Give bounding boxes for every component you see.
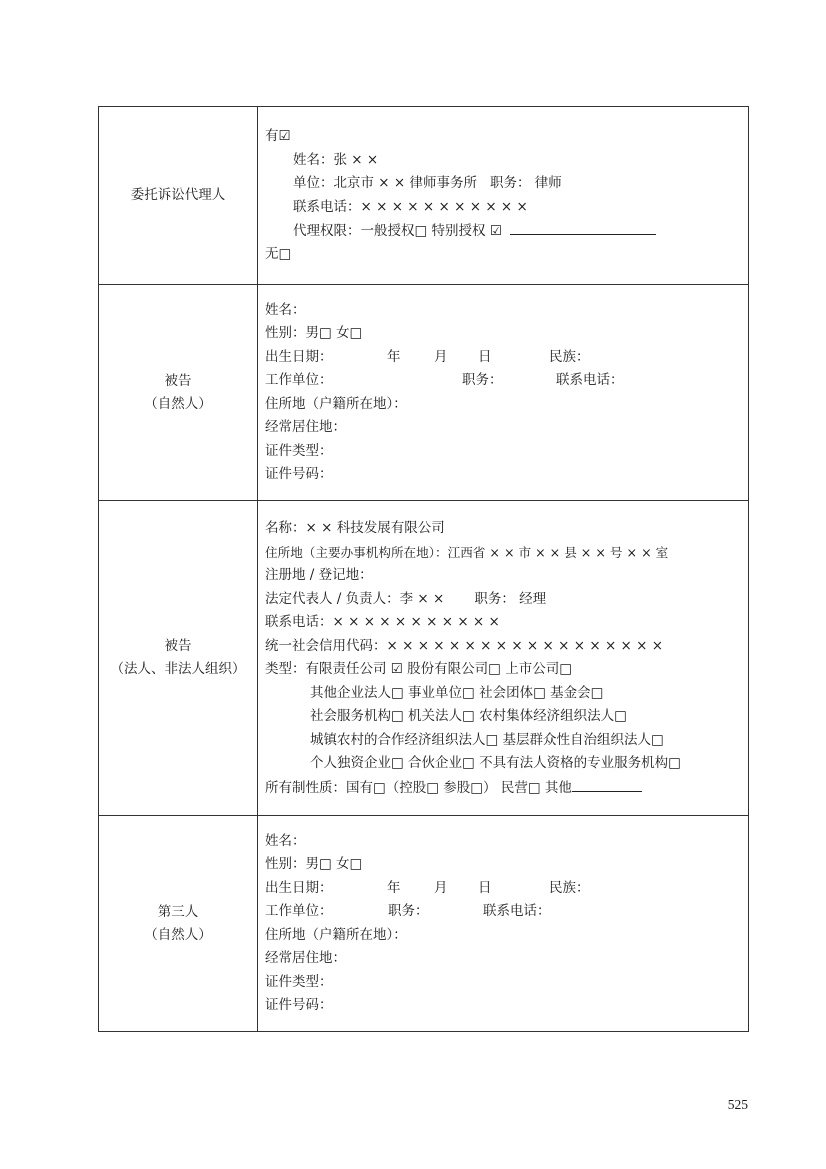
dl-rep-position: 职务： 经理 bbox=[474, 590, 547, 607]
defendant-legal-content-cell bbox=[258, 501, 749, 816]
agent-phone: 联系电话：× × × × × × × × × × × bbox=[293, 198, 528, 215]
third-party-row bbox=[99, 816, 749, 1032]
dn-workplace: 工作单位： bbox=[265, 372, 333, 388]
dl-rep-line bbox=[265, 588, 748, 612]
dn-position: 职务： bbox=[462, 372, 503, 388]
defendant-legal-row bbox=[99, 501, 749, 816]
tp-phone: 联系电话： bbox=[483, 903, 551, 919]
dn-gender[interactable]: 性别：男□ 女□ bbox=[265, 325, 363, 341]
tp-position: 职务： bbox=[388, 903, 429, 919]
agent-authority[interactable]: 代理权限：一般授权□ 特别授权 ☑ bbox=[293, 223, 502, 239]
dl-type-line5[interactable]: 个人独资企业□ 合伙企业□ 不具有法人资格的专业服务机构□ bbox=[310, 755, 681, 771]
dl-type-line2[interactable]: 其他企业法人□ 事业单位□ 社会团体□ 基金会□ bbox=[310, 684, 604, 701]
tp-gender[interactable]: 性别：男□ 女□ bbox=[265, 856, 363, 872]
dn-name: 姓名： bbox=[265, 301, 306, 318]
dl-name: 名称：× × 科技发展有限公司 bbox=[265, 520, 445, 536]
defendant-natural-label-cell bbox=[99, 285, 258, 501]
dl-type-line3[interactable]: 社会服务机构□ 机关法人□ 农村集体经济组织法人□ bbox=[310, 708, 627, 724]
agent-none[interactable]: 无□ bbox=[265, 245, 292, 262]
dn-day: 日 bbox=[478, 348, 492, 365]
agent-position: 职务： 律师 bbox=[490, 175, 562, 191]
dn-birth: 出生日期： bbox=[265, 348, 333, 365]
tp-id-number: 证件号码： bbox=[265, 997, 333, 1013]
third-party-sublabel: （自然人） bbox=[144, 926, 212, 943]
tp-id-type: 证件类型： bbox=[265, 973, 333, 990]
agent-authority-line bbox=[265, 219, 748, 243]
tp-workplace: 工作单位： bbox=[265, 903, 333, 919]
agent-authority-blank[interactable] bbox=[510, 219, 656, 235]
dn-work-line bbox=[265, 369, 748, 393]
dl-type-line4[interactable]: 城镇农村的合作经济组织法人□ 基层群众性自治组织法人□ bbox=[310, 731, 664, 748]
agent-unit-line bbox=[265, 172, 748, 196]
tp-birth-line bbox=[265, 877, 748, 901]
dl-phone: 联系电话：× × × × × × × × × × × bbox=[265, 614, 500, 630]
dl-ownership[interactable]: 所有制性质：国有□（控股□ 参股□） 民营□ 其他 bbox=[265, 779, 572, 796]
dn-ethnicity: 民族： bbox=[549, 348, 590, 365]
dn-id-number: 证件号码： bbox=[265, 466, 333, 482]
tp-birth: 出生日期： bbox=[265, 879, 333, 896]
agent-content-cell bbox=[258, 107, 749, 285]
third-party-label-cell bbox=[99, 816, 258, 1032]
dn-id-type: 证件类型： bbox=[265, 442, 333, 459]
tp-work-line bbox=[265, 900, 748, 924]
dl-type-line1[interactable]: 类型：有限责任公司 ☑ 股份有限公司□ 上市公司□ bbox=[265, 661, 572, 677]
dl-representative: 法定代表人 / 负责人：李 × × bbox=[265, 590, 445, 607]
tp-residence: 住所地（户籍所在地）： bbox=[265, 926, 407, 943]
dn-birth-line bbox=[265, 346, 748, 370]
defendant-legal-label: 被告 bbox=[164, 638, 192, 654]
defendant-legal-sublabel: （法人、非法人组织） bbox=[110, 661, 246, 677]
tp-name: 姓名： bbox=[265, 832, 306, 849]
dl-address: 住所地（主要办事机构所在地）：江西省 × × 市 × × 县 × × 号 × × 室 bbox=[265, 544, 669, 560]
defendant-natural-label: 被告 bbox=[164, 372, 192, 389]
agent-label: 委托诉讼代理人 bbox=[130, 187, 226, 203]
dl-ownership-line bbox=[265, 776, 748, 800]
third-party-label: 第三人 bbox=[157, 903, 199, 920]
dl-ownership-blank[interactable] bbox=[572, 776, 642, 792]
agent-name: 姓名：张 × × bbox=[293, 151, 379, 168]
defendant-natural-row bbox=[99, 285, 749, 501]
dn-habitual: 经常居住地： bbox=[265, 419, 346, 435]
tp-year: 年 bbox=[387, 879, 401, 896]
agent-row bbox=[99, 107, 749, 285]
dn-month: 月 bbox=[434, 348, 448, 365]
dl-credit-code: 统一社会信用代码：× × × × × × × × × × × × × × × × × × bbox=[265, 637, 664, 654]
dn-year: 年 bbox=[387, 348, 401, 365]
tp-habitual: 经常居住地： bbox=[265, 950, 346, 966]
dn-phone: 联系电话： bbox=[556, 372, 624, 388]
defendant-legal-label-cell bbox=[99, 501, 258, 816]
defendant-natural-content-cell bbox=[258, 285, 749, 501]
tp-month: 月 bbox=[434, 879, 448, 896]
third-party-content-cell bbox=[258, 816, 749, 1032]
dn-residence: 住所地（户籍所在地）： bbox=[265, 395, 407, 412]
agent-has[interactable]: 有☑ bbox=[265, 128, 291, 144]
tp-day: 日 bbox=[478, 879, 492, 896]
agent-unit: 单位：北京市 × × 律师事务所 bbox=[293, 175, 477, 191]
tp-ethnicity: 民族： bbox=[549, 879, 590, 896]
page-number: 525 bbox=[727, 1097, 748, 1112]
defendant-natural-sublabel: （自然人） bbox=[144, 395, 212, 412]
agent-label-cell bbox=[99, 107, 258, 285]
dl-registration: 注册地 / 登记地： bbox=[265, 567, 373, 583]
complaint-form-table bbox=[98, 106, 749, 1032]
